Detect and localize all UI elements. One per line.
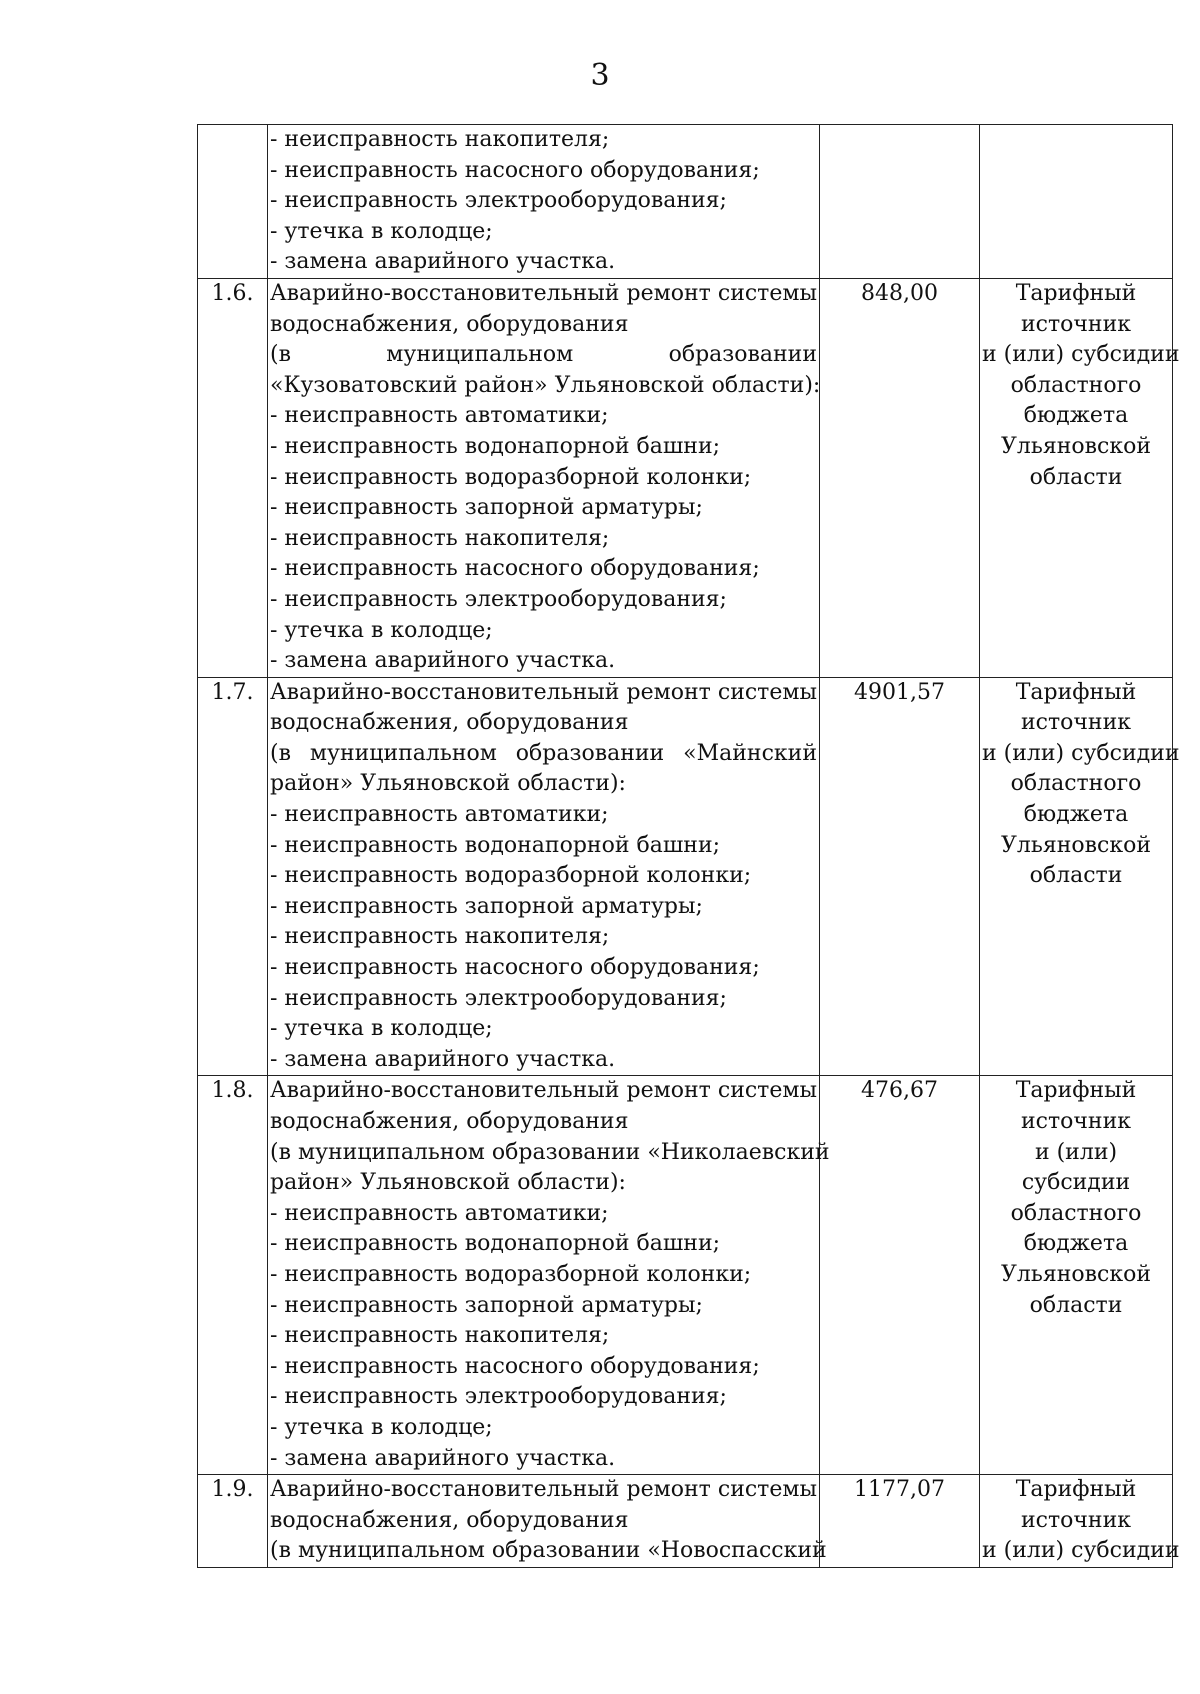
row-heading-line: «Кузоватовский район» Ульяновской области):	[270, 372, 821, 398]
list-item: - неисправность электрооборудования;	[270, 586, 727, 612]
source-line: бюджета	[1023, 1231, 1129, 1257]
list-item: - утечка в колодце;	[270, 1414, 493, 1440]
list-item: - неисправность электрооборудования;	[270, 985, 727, 1011]
row-heading-line: (в муниципальном образовании «Майнский	[270, 740, 817, 766]
row-source-cell	[980, 278, 1180, 677]
source-line: источник	[1020, 311, 1132, 337]
source-line: источник	[1020, 1109, 1132, 1134]
row-amount-cell	[820, 125, 980, 279]
source-line: Тарифный	[1015, 1078, 1137, 1104]
list-item: - неисправность насосного оборудования;	[270, 955, 760, 981]
row-heading-line: (в муниципальном образовании «Новоспасский	[270, 1538, 827, 1564]
row-heading-line: водоснабжения, оборудования	[270, 710, 629, 736]
row-description-cell	[268, 677, 820, 1076]
row-description-cell	[268, 1475, 827, 1568]
row-amount: 4901,57	[820, 677, 980, 1076]
source-line: и (или) субсидии	[982, 1538, 1180, 1564]
source-line: и (или) субсидии	[982, 342, 1180, 368]
list-item: - неисправность электрооборудования;	[270, 188, 727, 214]
source-line: Ульяновской	[1000, 1261, 1151, 1287]
list-item: - неисправность запорной арматуры;	[270, 1292, 703, 1318]
row-amount: 1177,07	[820, 1475, 980, 1568]
list-item: - утечка в колодце;	[270, 617, 493, 643]
row-number-cell	[198, 125, 268, 279]
list-item: - неисправность автоматики;	[270, 1200, 609, 1226]
works-table	[197, 124, 1180, 1568]
page-number: 3	[590, 58, 610, 93]
table-row	[198, 1475, 1173, 1568]
list-item: - неисправность автоматики;	[270, 403, 609, 429]
list-item: - неисправность электрооборудования;	[270, 1384, 727, 1410]
table-row	[198, 677, 1173, 1076]
list-item: - неисправность накопителя;	[270, 1323, 610, 1349]
row-source-cell	[980, 1475, 1180, 1568]
source-line: источник	[1020, 710, 1132, 736]
source-line: Ульяновской	[1000, 433, 1151, 459]
row-amount: 476,67	[820, 1076, 980, 1475]
source-line: области	[1029, 464, 1123, 490]
table-row	[198, 1076, 1173, 1475]
source-line: областного	[1010, 771, 1142, 797]
list-item: - замена аварийного участка.	[270, 648, 616, 674]
row-source-cell	[980, 677, 1180, 1076]
list-item: - неисправность накопителя;	[270, 525, 610, 551]
row-description-cell	[268, 125, 820, 279]
source-line: Тарифный	[1015, 679, 1137, 705]
source-line: областного	[1010, 1200, 1142, 1226]
source-line: источник	[1020, 1507, 1132, 1533]
row-heading-line: Аварийно-восстановительный ремонт системы	[270, 1477, 817, 1503]
row-heading-line: Аварийно-восстановительный ремонт системы	[270, 679, 817, 705]
list-item: - неисправность насосного оборудования;	[270, 556, 760, 582]
row-number: 1.7.	[198, 677, 268, 1076]
source-line: области	[1029, 1292, 1123, 1318]
row-number: 1.6.	[198, 278, 268, 677]
row-heading-line: водоснабжения, оборудования	[270, 1109, 629, 1134]
source-line: субсидии	[1021, 1170, 1131, 1196]
source-line: областного	[1010, 372, 1142, 398]
row-heading-line: (в муниципальном образовании «Николаевский	[270, 1139, 830, 1165]
row-description-cell	[268, 278, 820, 677]
list-item: - неисправность водоразборной колонки;	[270, 863, 752, 889]
source-line: Тарифный	[1015, 280, 1137, 306]
list-item: - неисправность водонапорной башни;	[270, 832, 721, 858]
list-item: - неисправность запорной арматуры;	[270, 893, 703, 919]
row-heading-line: Аварийно-восстановительный ремонт системы	[270, 1078, 817, 1104]
list-item: - замена аварийного участка.	[270, 249, 616, 275]
list-item: - утечка в колодце;	[270, 1016, 493, 1042]
list-item: - замена аварийного участка.	[270, 1046, 616, 1072]
source-line: и (или) субсидии	[982, 740, 1180, 766]
row-heading-line: район» Ульяновской области):	[270, 771, 626, 797]
table-row	[198, 278, 1173, 677]
row-number: 1.8.	[198, 1076, 268, 1475]
list-item: - неисправность запорной арматуры;	[270, 495, 703, 521]
list-item: - неисправность водоразборной колонки;	[270, 464, 752, 490]
row-heading-line: (в муниципальном образовании	[270, 342, 817, 368]
list-item: - неисправность водоразборной колонки;	[270, 1261, 752, 1287]
row-source-cell	[980, 1076, 1173, 1475]
row-heading-line: водоснабжения, оборудования	[270, 311, 629, 337]
list-item: - замена аварийного участка.	[270, 1445, 616, 1471]
row-number: 1.9.	[198, 1475, 268, 1568]
row-heading-line: Аварийно-восстановительный ремонт системы	[270, 280, 817, 306]
list-item: - утечка в колодце;	[270, 218, 493, 244]
row-source-cell	[980, 125, 1173, 279]
table-row-continued	[198, 125, 1173, 279]
list-item: - неисправность накопителя;	[270, 127, 610, 152]
list-item: - неисправность водонапорной башни;	[270, 1231, 721, 1257]
list-item: - неисправность водонапорной башни;	[270, 433, 721, 459]
source-line: бюджета	[1023, 403, 1129, 429]
source-line: Тарифный	[1015, 1477, 1137, 1503]
row-heading-line: водоснабжения, оборудования	[270, 1507, 629, 1533]
list-item: - неисправность накопителя;	[270, 924, 610, 950]
source-line: бюджета	[1023, 802, 1129, 828]
row-heading-line: район» Ульяновской области):	[270, 1170, 626, 1196]
row-description-cell	[268, 1076, 830, 1475]
row-amount: 848,00	[820, 278, 980, 677]
list-item: - неисправность насосного оборудования;	[270, 1353, 760, 1379]
source-line: Ульяновской	[1000, 832, 1151, 858]
source-line: и (или)	[1034, 1139, 1118, 1165]
list-item: - неисправность автоматики;	[270, 802, 609, 828]
list-item: - неисправность насосного оборудования;	[270, 157, 760, 183]
source-line: области	[1029, 863, 1123, 889]
